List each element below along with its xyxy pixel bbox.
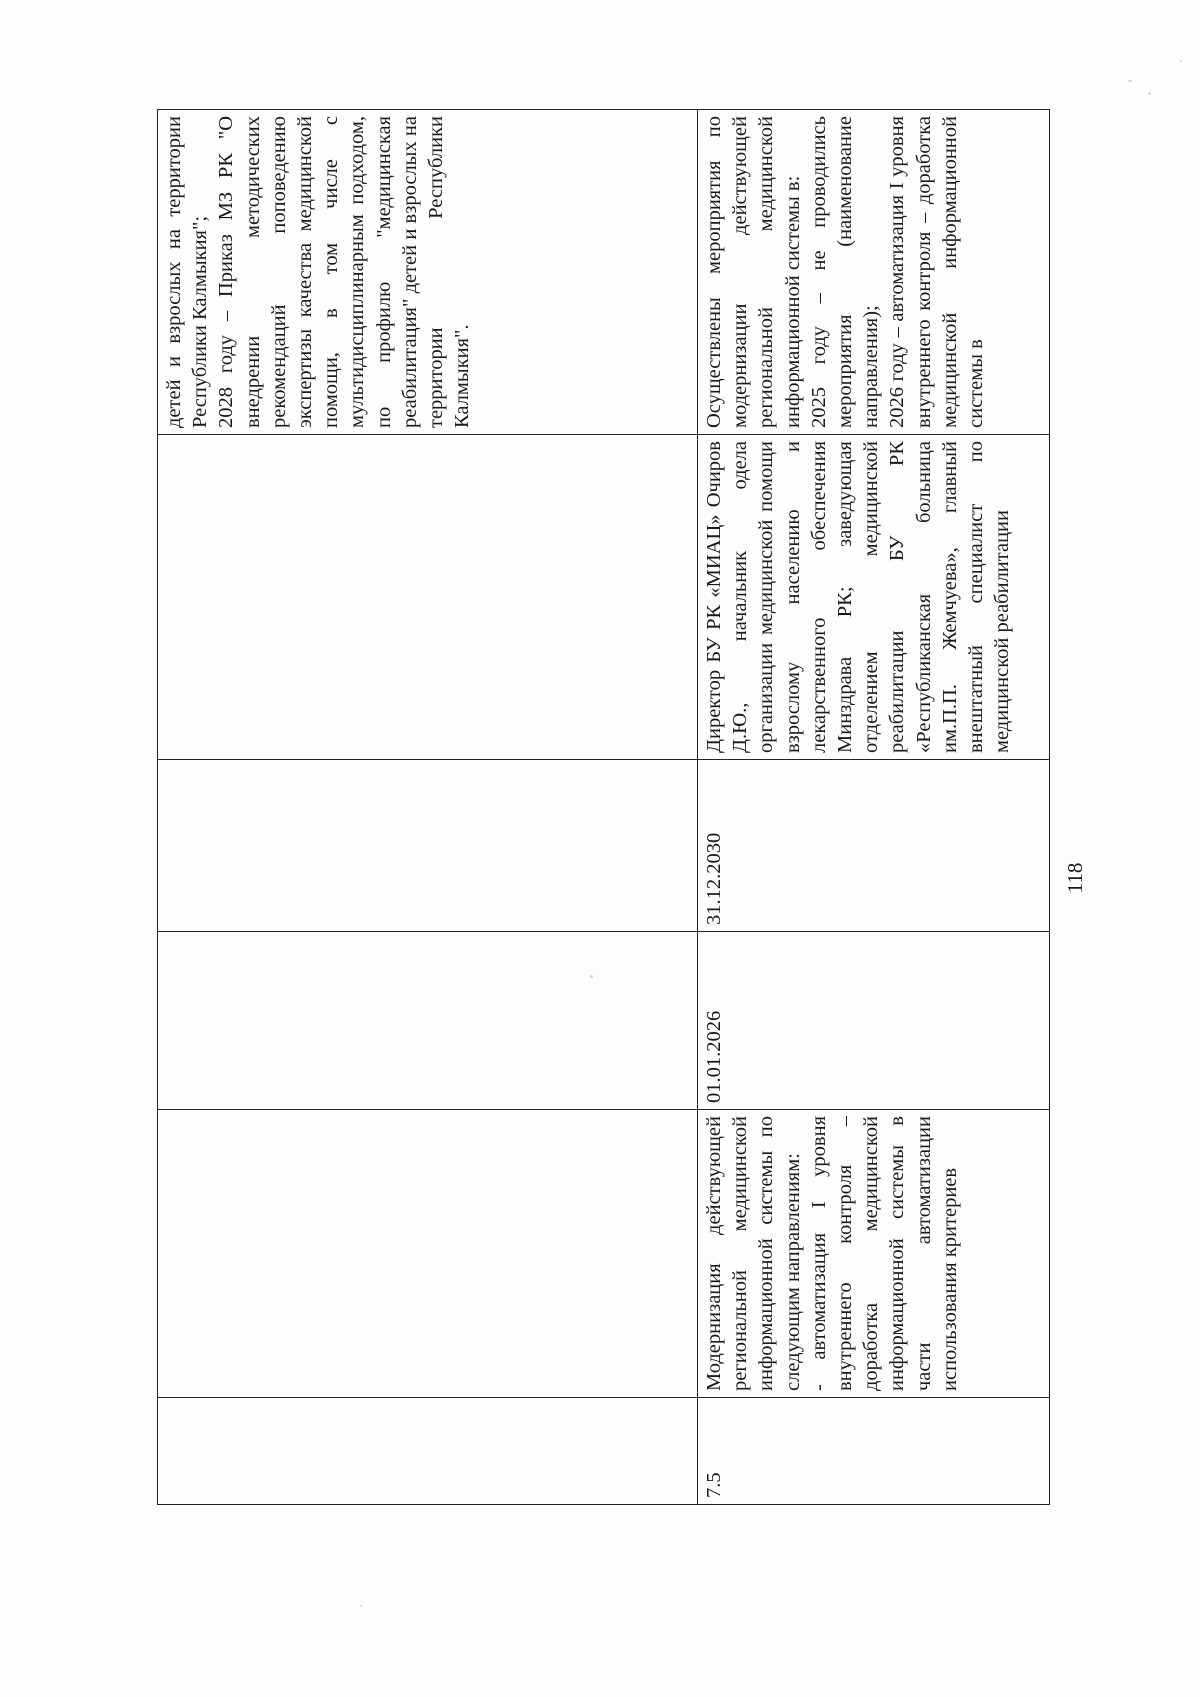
cell-result: детей и взрослых на территории Республики Калмыкия"; 2028 году – Приказ МЗ РК "О внедрении методических рекомендаций поповедению экспертизы качества медицинской помощи, в том числе с мультидисциплинарным подходом, по профилю "медицинская реабилитация" детей и взрослых на территории Республики Калмыкия". <box>158 110 698 435</box>
cell-start-date: 01.01.2026 <box>698 932 1050 1110</box>
cell-start-date <box>158 932 698 1110</box>
cell-end-date: 31.12.2030 <box>698 760 1050 932</box>
cell-number: 7.5 <box>698 1398 1050 1505</box>
cell-event <box>158 1110 698 1398</box>
table-row <box>698 110 1050 1505</box>
table-row <box>158 110 698 1505</box>
page-number: 118 <box>1063 862 1087 894</box>
cell-number <box>158 1398 698 1505</box>
scan-speck <box>590 975 593 978</box>
rotated-table-container <box>157 110 1049 1505</box>
scan-speck <box>1148 92 1151 95</box>
plan-table <box>157 109 1050 1505</box>
scan-speck <box>360 1605 362 1607</box>
scan-speck <box>1128 80 1132 82</box>
cell-event: Модернизация действующей региональной медицинской информационной системы по следующим направлениям: - автоматизация I уровня внутреннего контроля – доработка медицинской информационной системы в части автоматизации использования критериев <box>698 1110 1050 1398</box>
cell-responsible <box>158 435 698 760</box>
scan-speck <box>1180 60 1182 62</box>
cell-result: Осуществлены мероприятия по модернизации действующей региональной медицинской информационной системы в: 2025 году – не проводились мероприятия (наименование направления); 2026 году – автоматизация I уровня внутреннего контроля – доработка медицинской информационной системы в <box>698 110 1050 435</box>
cell-end-date <box>158 760 698 932</box>
cell-responsible: Директор БУ РК «МИАЦ» Очиров Д.Ю., начальник одела организации медицинской помощи взрослому населению и лекарственного обеспечения Минздрава РК; заведующая отделением медицинской реабилитации БУ РК «Республиканская больница им.П.П. Жемчуева», главный внештатный специалист по медицинской реабилитации <box>698 435 1050 760</box>
